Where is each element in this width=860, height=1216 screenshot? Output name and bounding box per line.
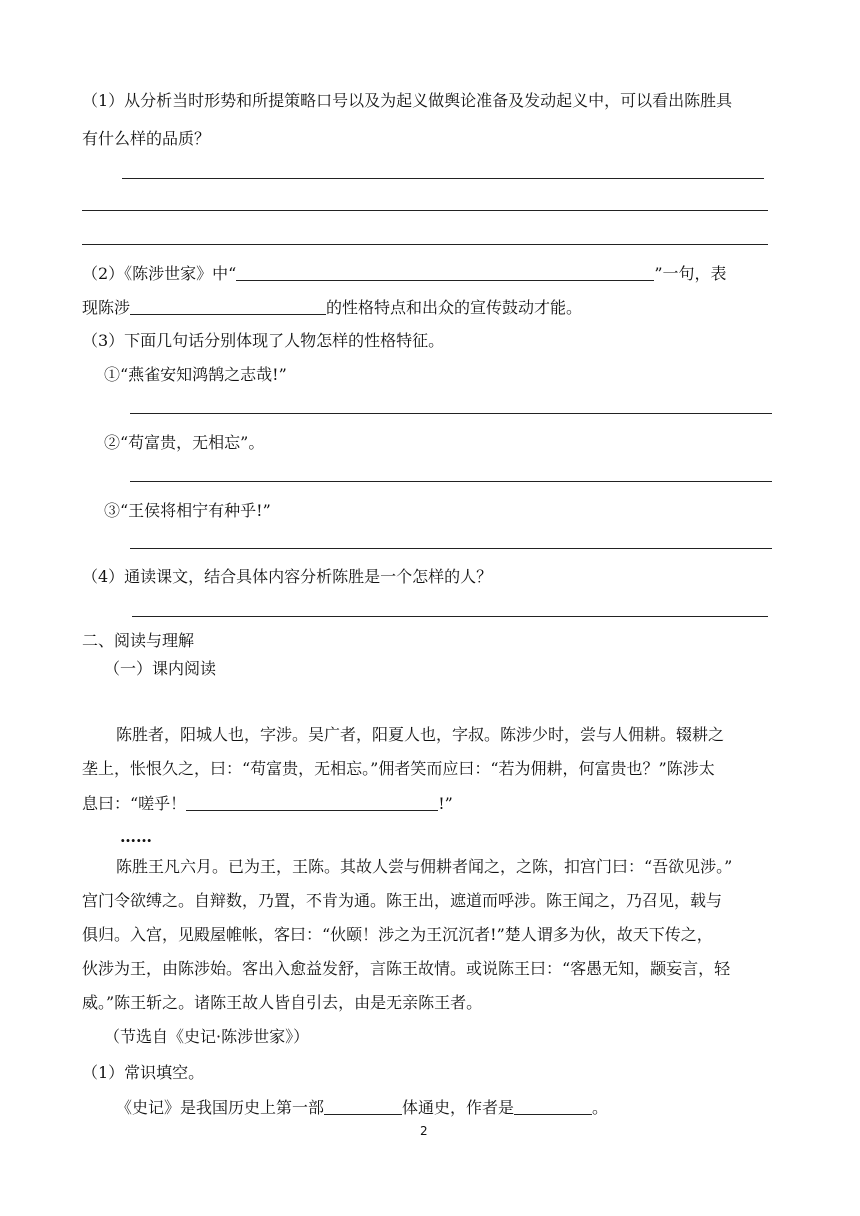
section-title: 二、阅读与理解 xyxy=(82,631,195,650)
q1-line1: （1）从分析当时形势和所提策略口号以及为起义做舆论准备及发动起义中，可以看出陈胜具 xyxy=(82,91,733,110)
answer-line xyxy=(82,244,768,245)
answer-line xyxy=(130,481,772,482)
q3-item-3: ③“王侯将相宁有种乎!” xyxy=(104,501,271,520)
passage-line xyxy=(82,792,453,815)
passage-line: 陈胜者，阳城人也，字涉。吴广者，阳夏人也，字叔。陈涉少时，尝与人佣耕。辍耕之 xyxy=(116,725,725,744)
passage-fill-prefix: 息曰：“嗟乎！ xyxy=(82,794,187,813)
passage-line: 垄上，怅恨久之，曰：“苟富贵，无相忘。”佣者笑而应曰：“若为佣耕，何富贵也？”陈涉太 xyxy=(82,759,715,778)
passage-line: 宫门令欲缚之。自辩数，乃置，不肯为通。陈王出，遮道而呼涉。陈王闻之，乃召见，载与 xyxy=(82,891,723,910)
fill-blank xyxy=(236,262,654,281)
passage-line: 伙涉为王，由陈涉始。客出入愈益发舒，言陈王故情。或说陈王曰：“客愚无知，颛妄言，轻 xyxy=(82,959,731,978)
r1-title: （1）常识填空。 xyxy=(82,1063,205,1082)
answer-line xyxy=(130,548,772,549)
passage-source: （节选自《史记·陈涉世家》） xyxy=(104,1027,310,1046)
q1-line2: 有什么样的品质？ xyxy=(82,129,211,148)
r1-suffix: 。 xyxy=(592,1098,609,1117)
answer-line xyxy=(122,178,764,179)
q3-title: （3）下面几句话分别体现了人物怎样的性格特征。 xyxy=(82,331,445,350)
q2-line2-suffix: 的性格特点和出众的宣传鼓动才能。 xyxy=(326,298,583,317)
q3-item-1: ①“燕雀安知鸿鹄之志哉!” xyxy=(104,365,287,384)
answer-line xyxy=(132,616,768,617)
passage-line: 威。”陈王斩之。诸陈王故人皆自引去，由是无亲陈王者。 xyxy=(82,993,483,1012)
page-number: 2 xyxy=(420,1124,428,1138)
passage-fill-suffix: !” xyxy=(438,794,453,813)
passage-line: 陈胜王凡六月。已为王，王陈。其故人尝与佣耕者闻之，之陈，扣宫门曰：“吾欲见涉。” xyxy=(116,857,733,876)
r1-line xyxy=(116,1096,608,1119)
q2-suffix: ”一句，表 xyxy=(654,264,727,283)
fill-blank xyxy=(514,1096,592,1115)
r1-middle: 体通史，作者是 xyxy=(402,1098,515,1117)
ellipsis: …… xyxy=(120,827,152,846)
q4-text: （4）通读课文，结合具体内容分析陈胜是一个怎样的人？ xyxy=(82,567,493,586)
q3-item-2: ②“苟富贵，无相忘”。 xyxy=(104,433,265,452)
q2-prefix: （2）《陈涉世家》中“ xyxy=(82,264,237,283)
r1-prefix: 《史记》是我国历史上第一部 xyxy=(116,1098,325,1117)
answer-line xyxy=(82,210,768,211)
q2-line2-prefix: 现陈涉 xyxy=(82,298,131,317)
section-subtitle: （一）课内阅读 xyxy=(104,659,217,678)
fill-blank xyxy=(324,1096,402,1115)
answer-line xyxy=(130,413,772,414)
q2-line1 xyxy=(82,262,727,285)
fill-blank xyxy=(186,792,438,811)
passage-line: 俱归。入宫，见殿屋帷帐，客曰：“伙颐！涉之为王沉沉者!”楚人谓多为伙，故天下传之， xyxy=(82,925,713,944)
q2-line2 xyxy=(82,296,582,319)
fill-blank xyxy=(130,296,326,315)
